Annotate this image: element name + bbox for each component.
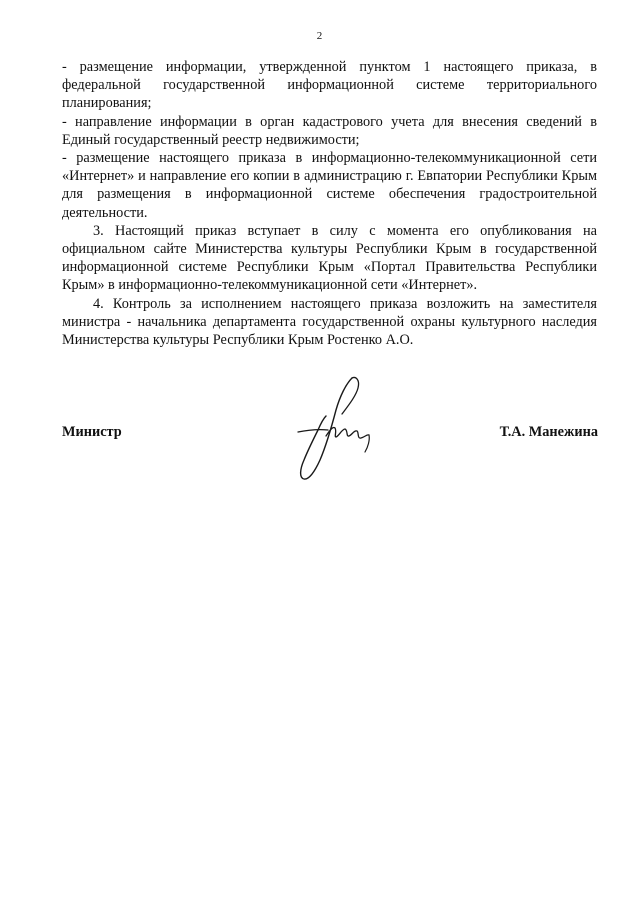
handwritten-signature — [296, 374, 382, 486]
paragraph-entry-into-force: 3. Настоящий приказ вступает в силу с момента его опубликования на официальном сайте Министерства культуры Республики Крым в государственной информационной системе Республики Крым «Портал Правительства Республики Крым» в информационно-телекоммуникационной сети «Интернет». — [62, 222, 597, 294]
signer-position: Министр — [62, 424, 122, 440]
paragraph-internet-publication: - размещение настоящего приказа в информационно-телекоммуникационной сети «Интернет» и направление его копии в администрацию г. Евпатории Республики Крым для размещения в информационной системе обеспечения градостроительной деятельности. — [62, 150, 597, 221]
paragraph-control: 4. Контроль за исполнением настоящего приказа возложить на заместителя министра - начальника департамента государственной охраны культурного наследия Министерства культуры Республики Крым Ростенко А.О. — [62, 295, 597, 349]
signer-name: Т.А. Манежина — [499, 424, 598, 440]
document-body — [62, 58, 597, 349]
paragraph-placement-fgis-tp: - размещение информации, утвержденной пунктом 1 настоящего приказа, в федеральной государственной информационной системе территориального планирования; — [62, 59, 597, 112]
page-number: 2 — [316, 30, 323, 42]
paragraph-cadastral-registration: - направление информации в орган кадастрового учета для внесения сведений в Единый государственный реестр недвижимости; — [62, 113, 597, 148]
